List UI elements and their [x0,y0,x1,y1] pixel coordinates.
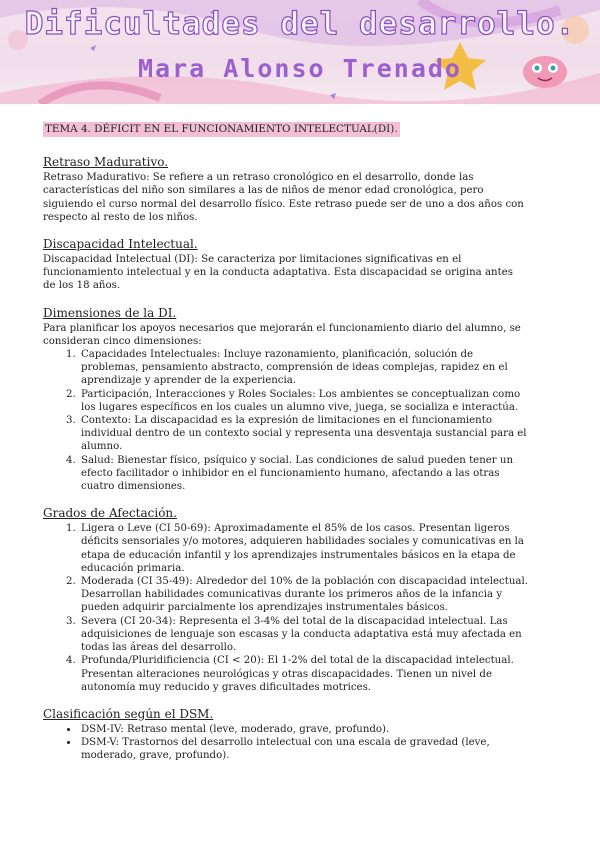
list-item: 3. Contexto: La discapacidad es la expresión de limitaciones en el funcionamiento individual dentro de un contexto social y representa una desventaja sustancial para el alumno. [79,414,528,454]
dimensions-list [43,348,528,493]
section-heading: Retraso Madurativo. [43,155,169,170]
section-intro: Para planificar los apoyos necesarios que mejorarán el funcionamiento diario del alumno, se consideran cinco dimensiones: [43,322,521,347]
section-discapacidad [43,237,528,293]
list-item: 1. Ligera o Leve (CI 50-69): Aproximadamente el 85% de los casos. Presentan ligeros déficits sensoriales y/o motores, adquieren habilidades sociales y comunicativas en la etapa de educación infantil y los aprendizajes instrumentales básicos en la etapa de educación primaria. [79,522,528,575]
topic-heading: TEMA 4. DÉFICIT EN EL FUNCIONAMIENTO INTELECTUAL(DI). [43,122,400,137]
list-item: 4. Salud: Bienestar físico, psíquico y social. Las condiciones de salud pueden tener un efecto facilitador o inhibidor en el funcionamiento humano, afectando a las otras cuatro dimensiones. [79,454,528,494]
list-item: 3. Severa (CI 20-34): Representa el 3-4% del total de la discapacidad intelectual. Las adquisiciones de lenguaje son escasas y la conducta adaptativa está muy afectada en todas las áreas del desarrollo. [79,615,528,655]
author-name: Mara Alonso Trenado [138,54,462,83]
section-retraso [43,155,528,224]
section-dimensiones [43,306,528,494]
section-heading: Grados de Afectación. [43,506,177,521]
section-text: Retraso Madurativo: Se refiere a un retraso cronológico en el desarrollo, donde las características del niño son similares a las de niños de menor edad cronológica, pero siguiendo el curso normal del desarrollo físico. Este retraso puede ser de uno a dos años con respecto al resto de los niños. [43,172,524,223]
section-heading: Discapacidad Intelectual. [43,237,198,252]
section-grados [43,506,528,694]
document-body [43,122,528,776]
grades-list [43,522,528,694]
header-banner [0,0,600,104]
section-dsm [43,707,528,763]
dsm-list [43,723,528,763]
section-heading: Dimensiones de la DI. [43,305,177,320]
list-item: • DSM-V: Trastornos del desarrollo intelectual con una escala de gravedad (leve, moderado, grave, profundo). [79,736,528,762]
section-text: Discapacidad Intelectual (DI): Se caracteriza por limitaciones significativas en el funcionamiento intelectual y en la conducta adaptativa. Esta discapacidad se origina antes de los 18 años. [43,254,513,292]
section-heading: Clasificación según el DSM. [43,706,214,721]
list-item: 2. Moderada (CI 35-49): Alrededor del 10% de la población con discapacidad intelectual. Desarrollan habilidades comunicativas durante los primeros años de la infancia y pueden adquirir parcialmente los aprendizajes instrumentales básicos. [79,575,528,615]
document-title: Dificultades del desarrollo. [24,6,576,42]
list-item: 1. Capacidades Intelectuales: Incluye razonamiento, planificación, solución de problemas, pensamiento abstracto, comprensión de ideas complejas, rapidez en el aprendizaje y aprender de la experiencia. [79,348,528,388]
list-item: • DSM-IV: Retraso mental (leve, moderado, grave, profundo). [79,723,528,736]
list-item: 4. Profunda/Pluridificiencia (CI < 20): El 1-2% del total de la discapacidad intelectual. Presentan alteraciones neurológicas y otras discapacidades. Tienen un nivel de autonomía muy reducido y graves dificultades motrices. [79,654,528,694]
list-item: 2. Participación, Interacciones y Roles Sociales: Los ambientes se conceptualizan como los lugares específicos en los cuales un alumno vive, juega, se socializa e interactúa. [79,388,528,414]
